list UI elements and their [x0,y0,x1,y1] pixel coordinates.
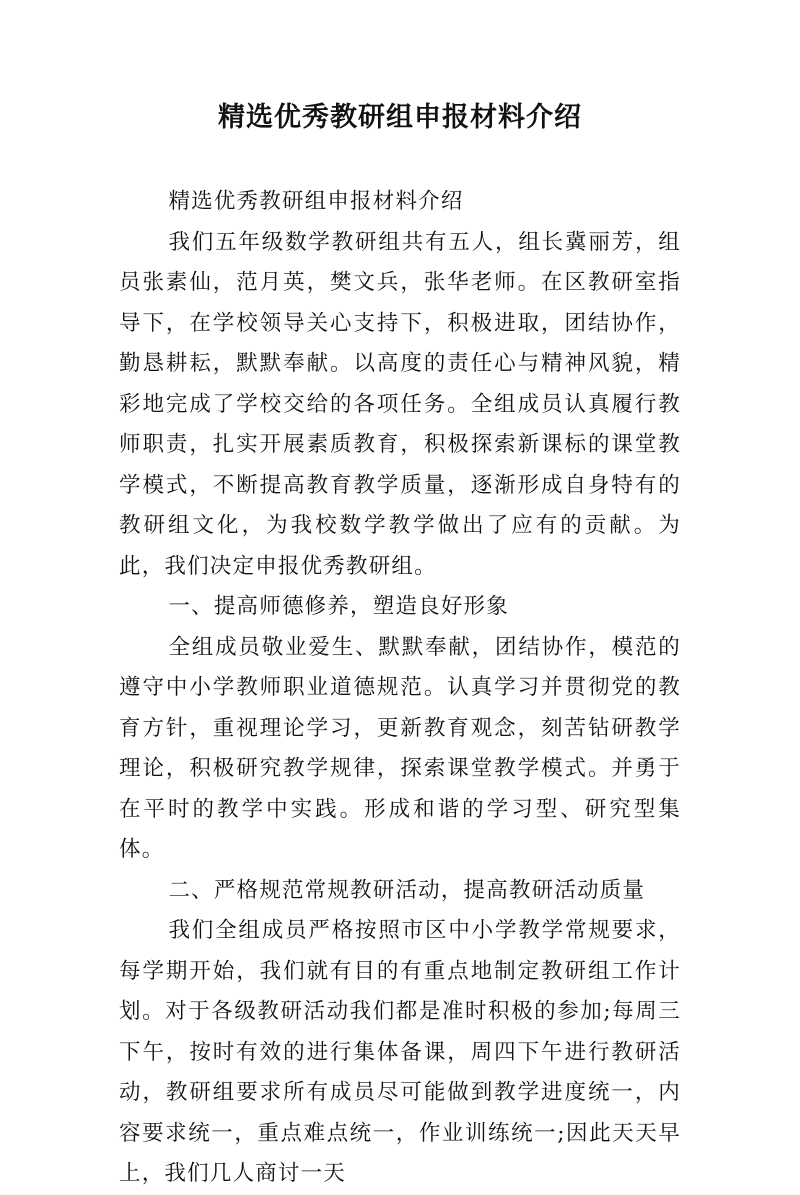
section-heading-1: 一、提高师德修养，塑造良好形象 [168,594,509,619]
paragraph-section-2: 我们全组成员严格按照市区中小学教学常规要求，每学期开始，我们就有目的有重点地制定教研组工作计划。对于各级教研活动我们都是准时积极的参加;每周三下午，按时有效的进行集体备课，周四下午进行教研活动，教研组要求所有成员尽可能做到教学进度统一，内容要求统一，重点难点统一，作业训练统一;因此天天早上，我们几人商讨一天 [119,918,681,1186]
paragraph-section-1: 全组成员敬业爱生、默默奉献，团结协作，模范的遵守中小学教师职业道德规范。认真学习并贯彻党的教育方针，重视理论学习，更新教育观念，刻苦钻研教学理论，积极研究教学规律，探索课堂教学模式。并勇于在平时的教学中实践。形成和谐的学习型、研究型集体。 [119,634,681,862]
paragraph-intro: 我们五年级数学教研组共有五人，组长冀丽芳，组员张素仙，范月英，樊文兵，张华老师。在区教研室指导下，在学校领导关心支持下，积极进取，团结协作，勤恳耕耘，默默奉献。以高度的责任心与精神风貌，精彩地完成了学校交给的各项任务。全组成员认真履行教师职责，扎实开展素质教育，积极探索新课标的课堂教学模式，不断提高教育教学质量，逐渐形成自身特有的教研组文化，为我校数学教学做出了应有的贡献。为此，我们决定申报优秀教研组。 [119,229,681,579]
document-body [119,182,681,1195]
section-heading-2: 二、严格规范常规教研活动，提高教研活动质量 [168,877,646,903]
paragraph-subtitle: 精选优秀教研组申报材料介绍 [168,189,464,214]
document-title: 精选优秀教研组申报材料介绍 [218,102,582,133]
